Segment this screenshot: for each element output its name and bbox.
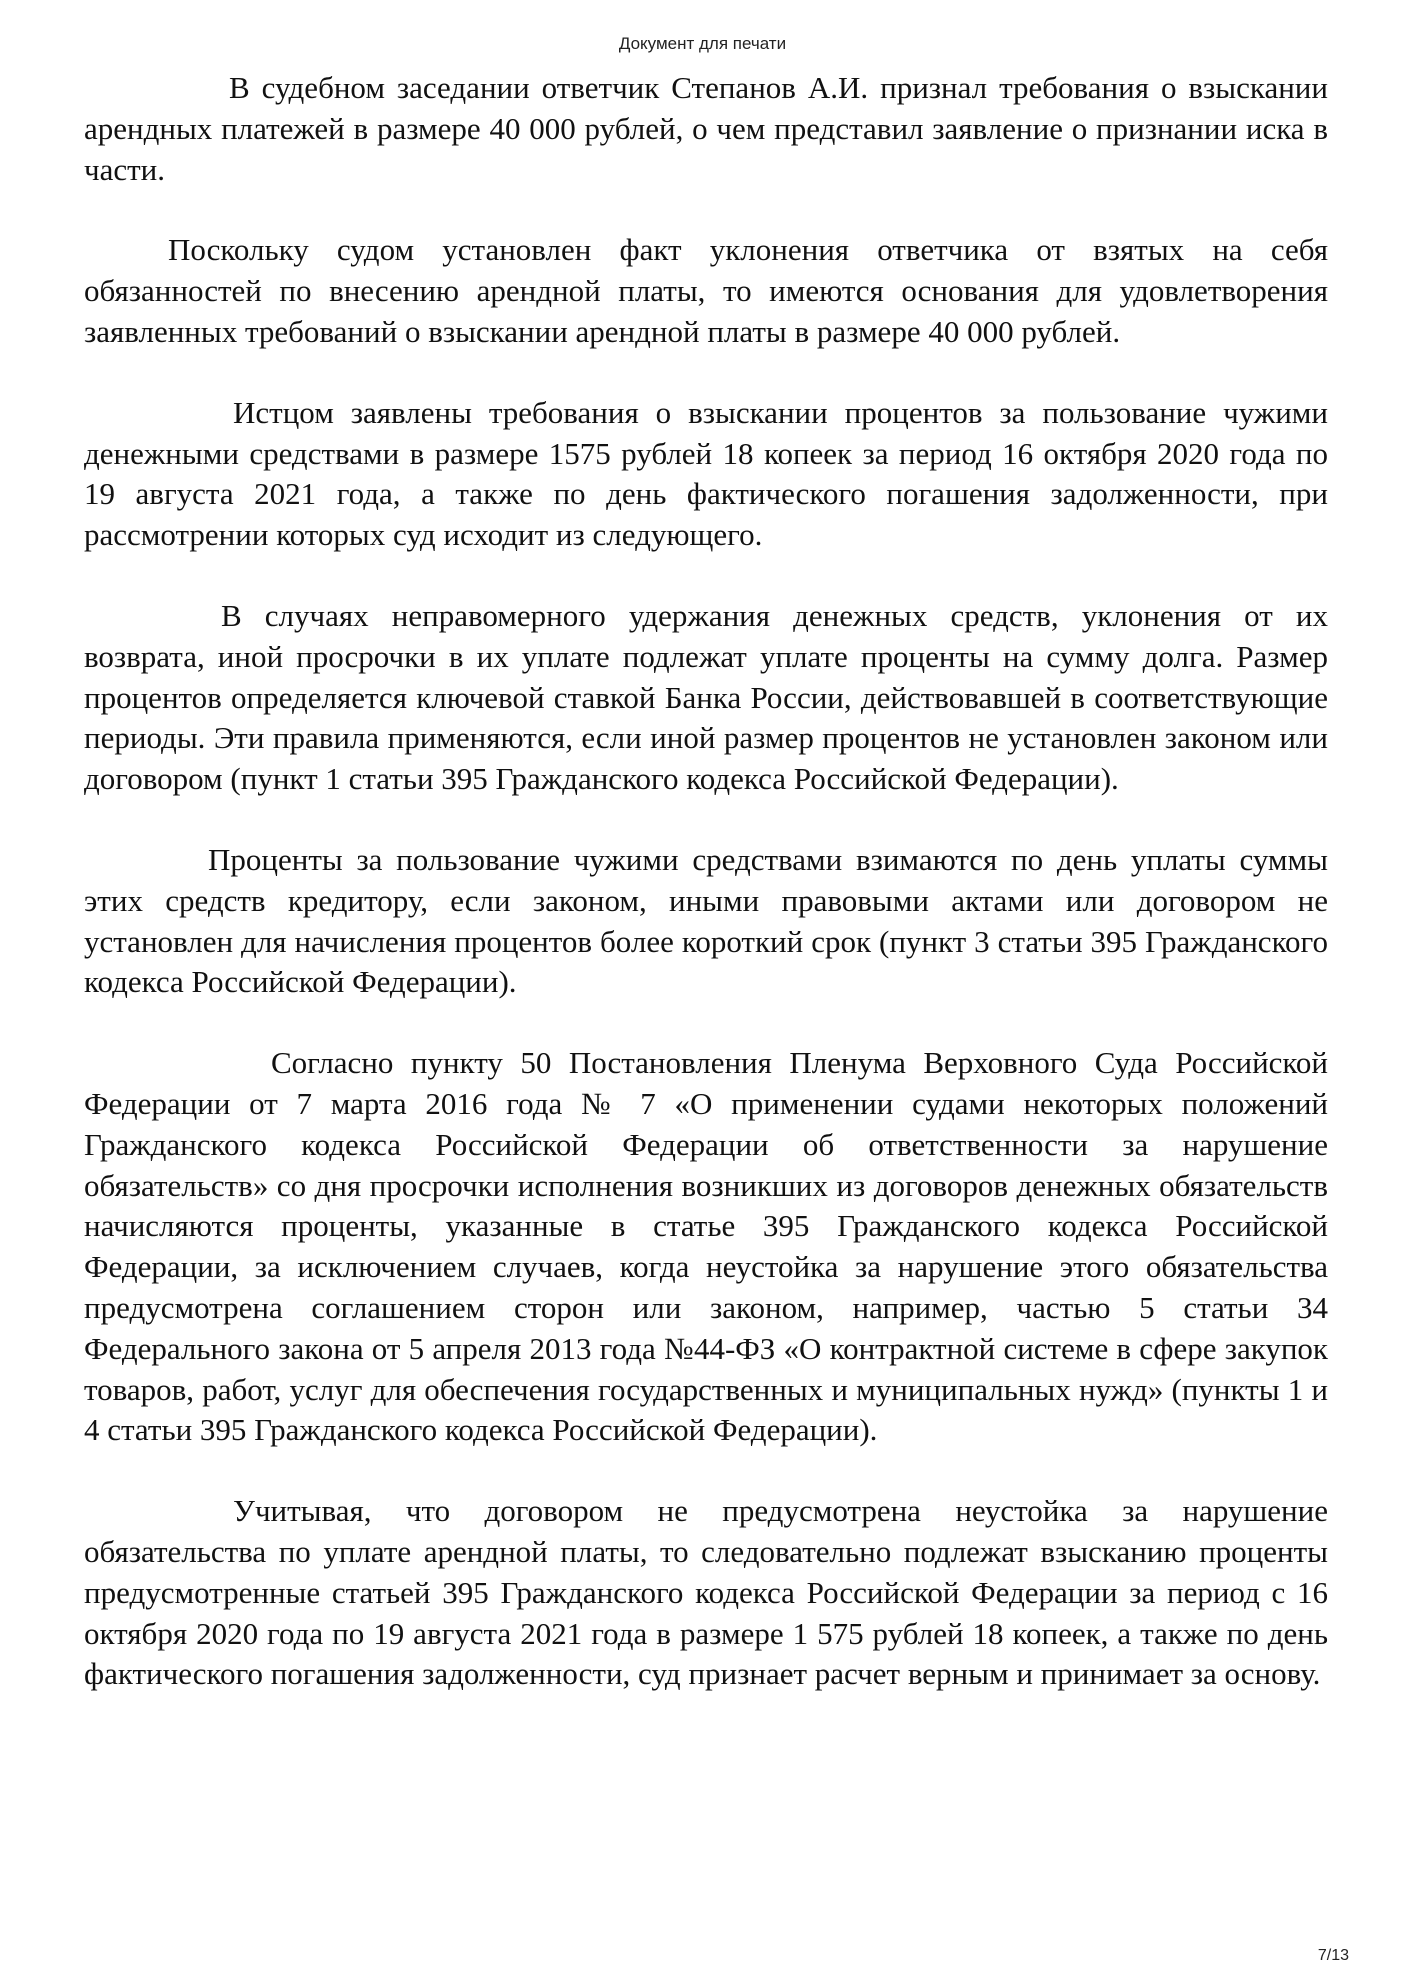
paragraph-5: Проценты за пользование чужими средствами взимаются по день уплаты суммы этих средств кредитору, если законом, иными правовыми актами или договором не установлен для начисления процентов более короткий срок (пункт 3 статьи 395 Гражданского кодекса Российской Федерации). [84,841,1328,1000]
paragraph-6: Согласно пункту 50 Постановления Пленума Верховного Суда Российской Федерации от 7 марта 2016 года № 7 «О применении судами некоторых положений Гражданского кодекса Российской Федерации об ответственности за нарушение обязательств» со дня просрочки исполнения возникших из договоров денежных обязательств начисляются проценты, указанные в статье 395 Гражданского кодекса Российской Федерации, за исключением случаев, когда неустойка за нарушение этого обязательства предусмотрена соглашением сторон или законом, например, частью 5 статьи 34 Федерального закона от 5 апреля 2013 года №44-ФЗ «О контрактной системе в сфере закупок товаров, работ, услуг для обеспечения государственных и муниципальных нужд» (пункты 1 и 4 статьи 395 Гражданского кодекса Российской Федерации). [84,1045,1328,1448]
document-body [84,68,1328,1695]
paragraph-3: Истцом заявлены требования о взыскании процентов за пользование чужими денежными средствами в размере 1575 рублей 18 копеек за период 16 октября 2020 года по 19 августа 2021 года, а также по день фактического погашения задолженности, при рассмотрении которых суд исходит из следующего. [84,394,1328,553]
paragraph-1: В судебном заседании ответчик Степанов А.И. признал требования о взыскании арендных платежей в размере 40 000 рублей, о чем представил заявление о признании иска в части. [84,70,1328,187]
page-number: 7/13 [1317,1947,1349,1964]
print-header: Документ для печати [618,34,787,53]
paragraph-2: Поскольку судом установлен факт уклонения ответчика от взятых на себя обязанностей по внесению арендной платы, то имеются основания для удовлетворения заявленных требований о взыскании арендной платы в размере 40 000 рублей. [84,232,1328,349]
paragraph-4: В случаях неправомерного удержания денежных средств, уклонения от их возврата, иной просрочки в их уплате подлежат уплате проценты на сумму долга. Размер процентов определяется ключевой ставкой Банка России, действовавшей в соответствующие периоды. Эти правила применяются, если иной размер процентов не установлен законом или договором (пункт 1 статьи 395 Гражданского кодекса Российской Федерации). [84,597,1328,797]
paragraph-7: Учитывая, что договором не предусмотрена неустойка за нарушение обязательства по уплате арендной платы, то следовательно подлежат взысканию проценты предусмотренные статьей 395 Гражданского кодекса Российской Федерации за период с 16 октября 2020 года по 19 августа 2021 года в размере 1 575 рублей 18 копеек, а также по день фактического погашения задолженности, суд признает расчет верным и принимает за основу. [84,1493,1328,1692]
